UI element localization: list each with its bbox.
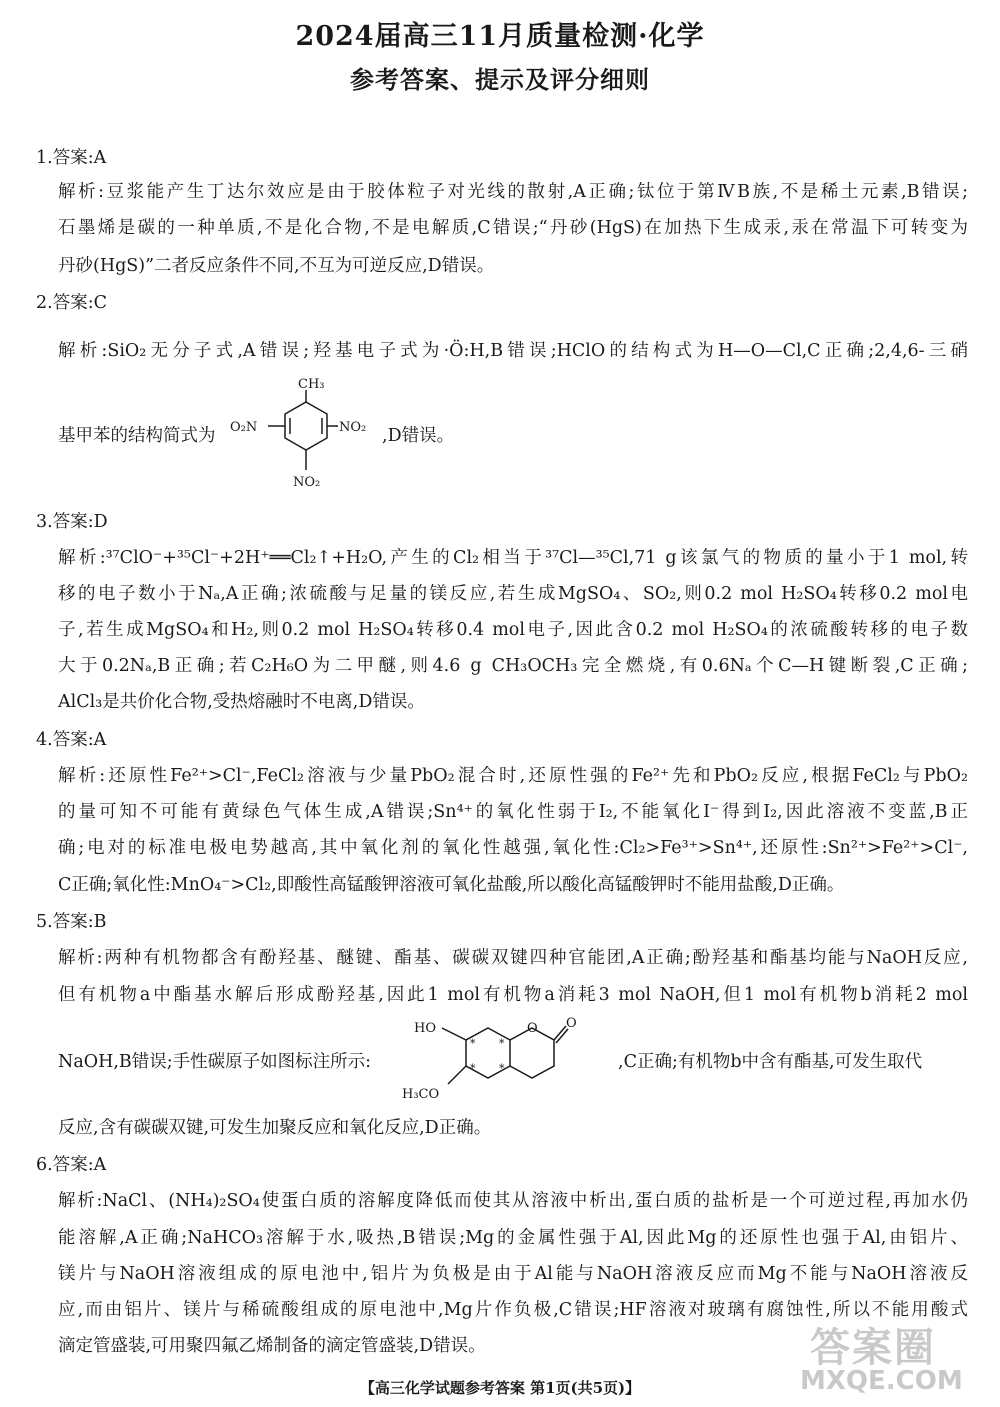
chiral-star-1: * — [470, 1037, 476, 1050]
trinitrotoluene-structure — [226, 374, 386, 498]
chiral-star-4: * — [499, 1062, 505, 1075]
chiral-structure — [398, 1010, 618, 1110]
q6-line-3: 镁片与NaOH溶液组成的原电池中,铝片为负极是由于Al能与NaOH溶液反应而Mg不能与NaOH溶液反 — [58, 1264, 968, 1284]
q3-line-3: 子,若生成MgSO₄和H₂,则0.2 mol H₂SO₄转移0.4 mol电子,因此含0.2 mol H₂SO₄的浓硫酸转移的电子数 — [58, 620, 968, 640]
q4-heading: 4.答案:A — [36, 730, 107, 750]
q5-line-3-suffix: ,C正确;有机物b中含有酯基,可发生取代 — [618, 1052, 923, 1072]
q6-heading: 6.答案:A — [36, 1155, 107, 1175]
q3-line-2: 移的电子数小于Nₐ,A正确;浓硫酸与足量的镁反应,若生成MgSO₄、SO₂,则0.2 mol H₂SO₄转移0.2 mol电 — [58, 584, 968, 604]
h3co-label: H₃CO — [402, 1087, 440, 1102]
q4-line-1: 解析:还原性Fe²⁺>Cl⁻,FeCl₂溶液与少量PbO₂混合时,还原性强的Fe²⁺先和PbO₂反应,根据FeCl₂与PbO₂ — [58, 766, 968, 786]
o2n-label: O₂N — [230, 420, 258, 435]
q3-line-4: 大于0.2Nₐ,B正确;若C₂H₆O为二甲醚,则4.6 g CH₃OCH₃完全燃烧,有0.6Nₐ个C—H键断裂,C正确; — [58, 656, 968, 676]
chiral-star-3: * — [470, 1062, 476, 1075]
watermark-text: 答案圈 — [810, 1324, 936, 1371]
q5-line-2: 但有机物a中酯基水解后形成酚羟基,因此1 mol有机物a消耗3 mol NaOH,但1 mol有机物b消耗2 mol — [58, 985, 968, 1005]
watermark-url: MXQE.COM — [800, 1366, 963, 1396]
q3-line-5: AlCl₃是共价化合物,受热熔融时不电离,D错误。 — [58, 692, 425, 712]
q5-heading: 5.答案:B — [36, 912, 107, 932]
page-footer: 【高三化学试题参考答案 第1页(共5页)】 — [359, 1379, 641, 1397]
q6-line-1: 解析:NaCl、(NH₄)₂SO₄使蛋白质的溶解度降低而使其从溶液中析出,蛋白质的盐析是一个可逆过程,再加水仍 — [58, 1191, 968, 1211]
q6-line-2: 能溶解,A正确;NaHCO₃溶解于水,吸热,B错误;Mg的金属性强于Al,因此Mg的还原性也强于Al,由铝片、 — [58, 1228, 968, 1248]
keto-oxygen-label: O — [566, 1016, 577, 1031]
q1-line-1: 解析:豆浆能产生丁达尔效应是由于胶体粒子对光线的散射,A正确;钛位于第ⅣB族,不是稀土元素,B错误; — [58, 182, 968, 202]
q1-heading: 1.答案:A — [36, 148, 107, 168]
q4-line-3: 确;电对的标准电极电势越高,其中氧化剂的氧化性越强,氧化性:Cl₂>Fe³⁺>Sn⁴⁺,还原性:Sn²⁺>Fe²⁺>Cl⁻, — [58, 838, 968, 858]
q2-line-2-suffix: ,D错误。 — [382, 426, 455, 446]
q5-line-1: 解析:两种有机物都含有酚羟基、醚键、酯基、碳碳双键四种官能团,A正确;酚羟基和酯基均能与NaOH反应, — [58, 948, 968, 968]
page-subtitle: 参考答案、提示及评分细则 — [350, 65, 650, 94]
page-title: 2024届高三11月质量检测·化学 — [295, 21, 705, 52]
q4-line-2: 的量可知不可能有黄绿色气体生成,A错误;Sn⁴⁺的氧化性弱于I₂,不能氧化I⁻得到I₂,因此溶液不变蓝,B正 — [58, 802, 968, 822]
chiral-star-2: * — [499, 1037, 505, 1050]
q5-line-3-prefix: NaOH,B错误;手性碳原子如图标注所示: — [58, 1052, 372, 1072]
q4-line-4: C正确;氧化性:MnO₄⁻>Cl₂,即酸性高锰酸钾溶液可氧化盐酸,所以酸化高锰酸钾时不能用盐酸,D正确。 — [58, 875, 845, 895]
q1-line-2: 石墨烯是碳的一种单质,不是化合物,不是电解质,C错误;“丹砂(HgS)在加热下生成汞,汞在常温下可转变为 — [58, 218, 968, 238]
q3-line-1: 解析:³⁷ClO⁻+³⁵Cl⁻+2H⁺══Cl₂↑+H₂O,产生的Cl₂相当于³⁷Cl—³⁵Cl,71 g该氯气的物质的量小于1 mol,转 — [58, 548, 968, 568]
ho-label: HO — [414, 1021, 436, 1036]
q6-line-4: 应,而由铝片、镁片与稀硫酸组成的原电池中,Mg片作负极,C错误;HF溶液对玻璃有腐蚀性,所以不能用酸式 — [58, 1300, 968, 1320]
ring-oxygen-label: O — [527, 1021, 538, 1036]
q6-line-5: 滴定管盛装,可用聚四氟乙烯制备的滴定管盛装,D错误。 — [58, 1336, 486, 1356]
q3-heading: 3.答案:D — [36, 512, 108, 532]
no2-bottom-label: NO₂ — [293, 475, 321, 490]
q5-line-4: 反应,含有碳碳双键,可发生加聚反应和氧化反应,D正确。 — [58, 1118, 492, 1138]
q2-line-2-prefix: 基甲苯的结构简式为 — [58, 426, 216, 446]
q1-line-3: 丹砂(HgS)”二者反应条件不同,不互为可逆反应,D错误。 — [58, 256, 495, 276]
no2-right-label: NO₂ — [339, 420, 367, 435]
ch3-label: CH₃ — [298, 377, 325, 392]
q2-line-1: 解析:SiO₂无分子式,A错误;羟基电子式为·Ö:H,B错误;HClO的结构式为H—O—Cl,C正确;2,4,6-三硝 — [58, 341, 968, 361]
q2-heading: 2.答案:C — [36, 293, 107, 313]
